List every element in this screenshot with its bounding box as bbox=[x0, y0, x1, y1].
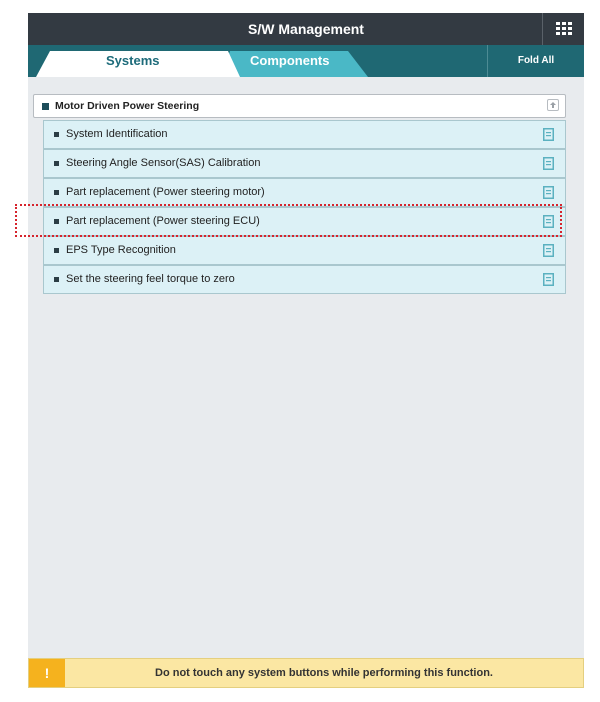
group-bullet bbox=[42, 103, 49, 110]
tab-components[interactable]: Components bbox=[250, 53, 330, 68]
document-icon[interactable] bbox=[543, 186, 554, 199]
item-bullet bbox=[54, 190, 59, 195]
document-icon[interactable] bbox=[543, 128, 554, 141]
item-bullet bbox=[54, 277, 59, 282]
collapse-icon[interactable] bbox=[547, 99, 559, 111]
list-item-steering-feel-torque-zero[interactable] bbox=[43, 265, 566, 294]
list-item-sas-calibration[interactable] bbox=[43, 149, 566, 178]
warning-message: Do not touch any system buttons while performing this function. bbox=[155, 667, 493, 679]
item-label: System Identification bbox=[66, 128, 168, 140]
item-label: Part replacement (Power steering ECU) bbox=[66, 215, 260, 227]
menu-button[interactable] bbox=[542, 13, 584, 45]
warning-bar bbox=[28, 658, 584, 688]
document-icon[interactable] bbox=[543, 157, 554, 170]
item-bullet bbox=[54, 132, 59, 137]
group-label: Motor Driven Power Steering bbox=[55, 100, 200, 112]
page-title: S/W Management bbox=[248, 21, 364, 37]
fold-all-button[interactable]: Fold All bbox=[487, 45, 584, 77]
tab-bar bbox=[28, 45, 584, 77]
list-item-part-replacement-motor[interactable] bbox=[43, 178, 566, 207]
group-header-motor-driven-power-steering[interactable] bbox=[33, 94, 566, 118]
warning-icon: ! bbox=[29, 659, 65, 687]
document-icon[interactable] bbox=[543, 273, 554, 286]
list-item-eps-type-recognition[interactable] bbox=[43, 236, 566, 265]
item-label: Part replacement (Power steering motor) bbox=[66, 186, 265, 198]
document-icon[interactable] bbox=[543, 215, 554, 228]
tab-systems[interactable]: Systems bbox=[106, 53, 160, 68]
item-bullet bbox=[54, 161, 59, 166]
item-bullet bbox=[54, 248, 59, 253]
document-icon[interactable] bbox=[543, 244, 554, 257]
list-item-part-replacement-ecu[interactable] bbox=[43, 207, 566, 236]
item-label: EPS Type Recognition bbox=[66, 244, 176, 256]
collapse-arrow-icon bbox=[549, 101, 557, 109]
list-item-system-identification[interactable] bbox=[43, 120, 566, 149]
item-label: Steering Angle Sensor(SAS) Calibration bbox=[66, 157, 261, 169]
title-bar bbox=[28, 13, 584, 45]
item-label: Set the steering feel torque to zero bbox=[66, 273, 235, 285]
item-bullet bbox=[54, 219, 59, 224]
grid-menu-icon bbox=[556, 22, 572, 36]
sw-management-window bbox=[28, 13, 584, 658]
